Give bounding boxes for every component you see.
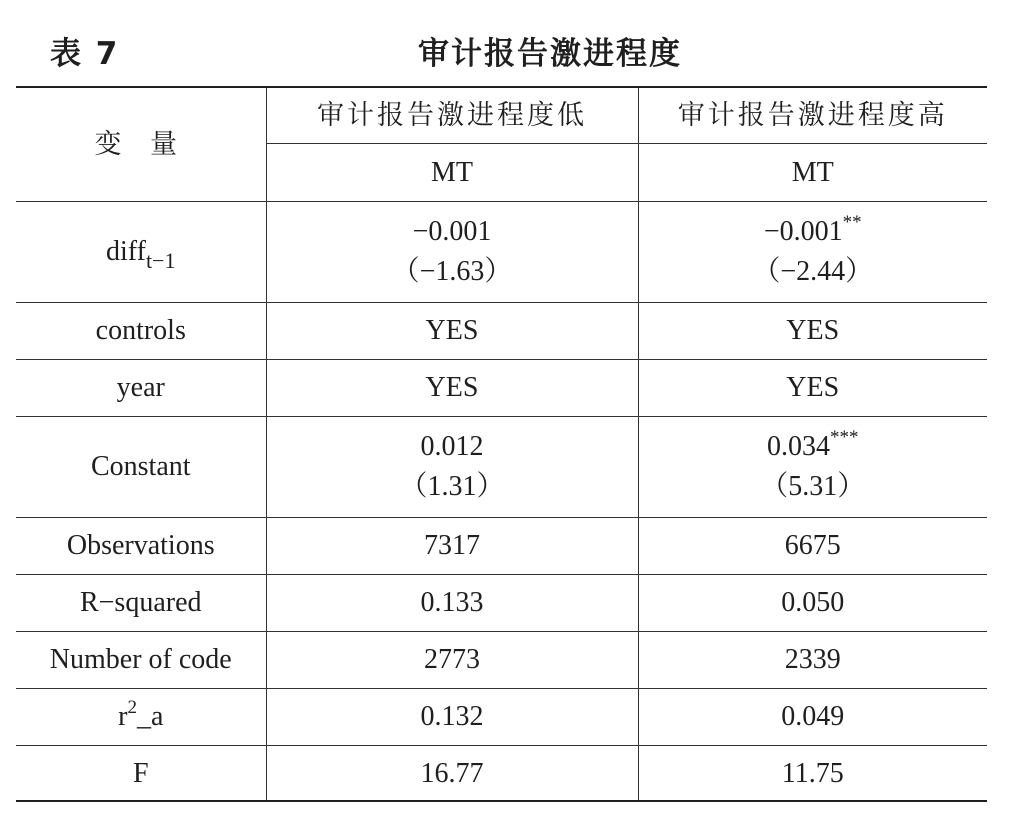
cell-low: 7317	[266, 518, 638, 575]
table-row	[16, 632, 987, 689]
row-label: Number of code	[16, 632, 266, 689]
cell-high: 11.75	[781, 757, 844, 789]
bottom-rule	[16, 800, 987, 802]
cell-low: YES	[266, 303, 638, 360]
row-label: Observations	[16, 518, 266, 575]
table-row	[16, 575, 987, 632]
cell-low: 0.132	[266, 689, 638, 746]
row-label: F	[16, 746, 266, 802]
row-label: diff$_{t-1}$	[16, 202, 266, 303]
group-header-high: 审计报告激进程度高	[638, 88, 987, 144]
row-label: controls	[16, 303, 266, 360]
table-row	[16, 417, 987, 518]
table-row	[16, 518, 987, 575]
table-row	[16, 202, 987, 303]
cell-high: −0.001** （−2.44）	[638, 202, 987, 303]
cell-high: 0.034*** （5.31）	[638, 417, 987, 518]
cell-low: 0.133	[266, 575, 638, 632]
variable-column-header: 变 量	[16, 88, 266, 202]
cell-high: 0.049	[638, 689, 987, 746]
cell-low: 16.77	[266, 746, 638, 802]
table-row	[16, 689, 987, 746]
row-label: R−squared	[16, 575, 266, 632]
table-row	[16, 746, 987, 802]
cell-low: YES	[266, 360, 638, 417]
table-row	[16, 360, 987, 417]
regression-table	[16, 88, 987, 801]
table-title: 审计报告激进程度	[418, 36, 682, 72]
table-header	[0, 0, 1025, 90]
row-label: $r^2\_a$	[16, 689, 266, 746]
header-row-groups	[16, 88, 987, 144]
cell-low: −0.001 （−1.63）	[266, 202, 638, 303]
cell-high: 6675	[638, 518, 987, 575]
group-header-low: 审计报告激进程度低	[266, 88, 638, 144]
table-row	[16, 303, 987, 360]
cell-high: 0.050	[638, 575, 987, 632]
row-label: year	[16, 360, 266, 417]
cell-high: 2339	[638, 632, 987, 689]
cell-low: 2773	[266, 632, 638, 689]
model-label-high: MT	[638, 144, 987, 202]
row-label: Constant	[16, 417, 266, 518]
cell-high: YES	[638, 303, 987, 360]
cell-high: YES	[638, 360, 987, 417]
model-label-low: MT	[266, 144, 638, 202]
cell-low: 0.012 （1.31）	[266, 417, 638, 518]
table-number: 表 7	[50, 36, 120, 72]
